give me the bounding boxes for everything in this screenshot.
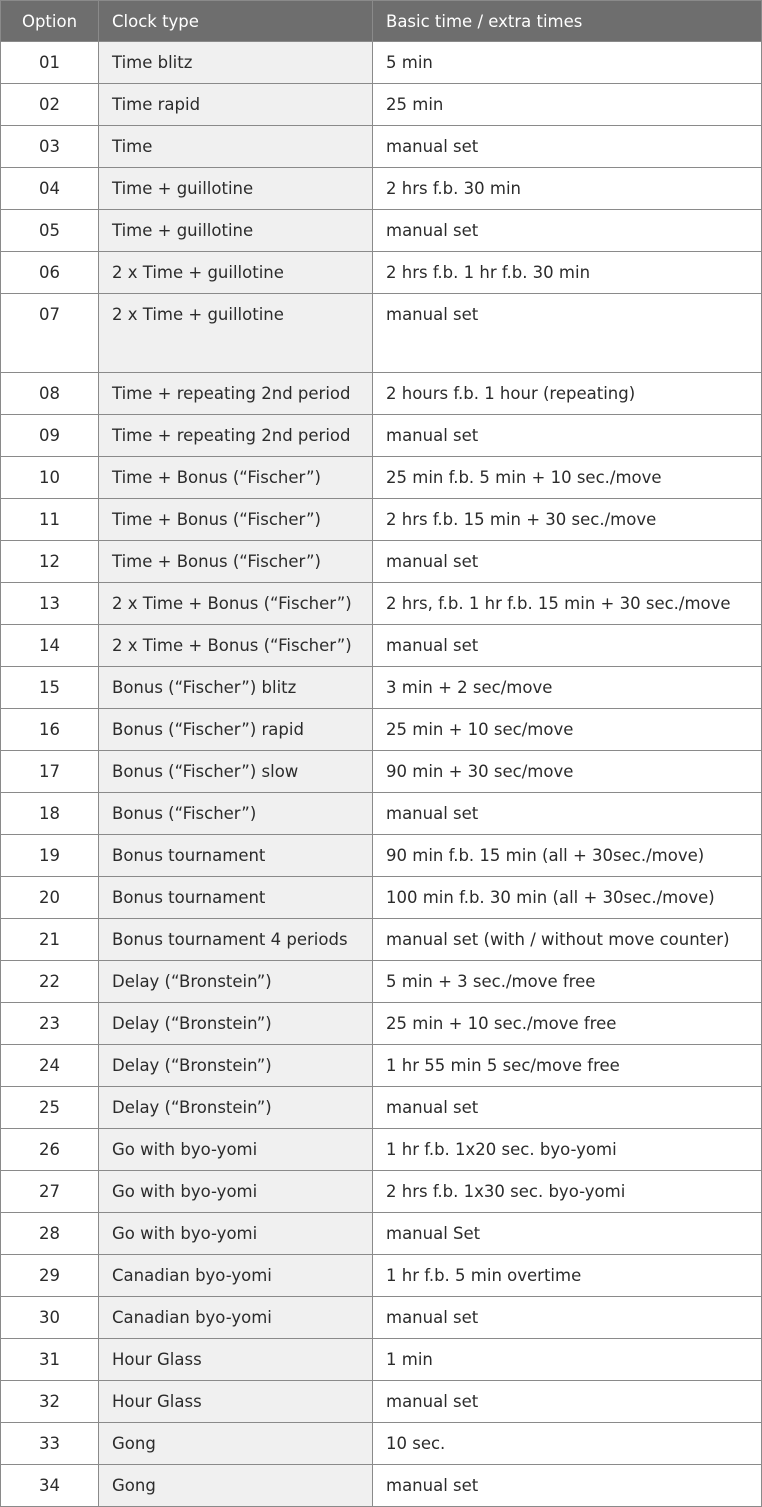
time-cell: 2 hrs f.b. 15 min + 30 sec./move bbox=[373, 499, 762, 541]
clock-type-cell: Time + Bonus (“Fischer”) bbox=[99, 499, 373, 541]
table-row bbox=[1, 84, 762, 126]
clock-type-cell: Hour Glass bbox=[99, 1381, 373, 1423]
table-row bbox=[1, 373, 762, 415]
clock-type-cell: Go with byo-yomi bbox=[99, 1129, 373, 1171]
time-cell: 90 min f.b. 15 min (all + 30sec./move) bbox=[373, 835, 762, 877]
option-cell: 25 bbox=[1, 1087, 99, 1129]
table-row bbox=[1, 1087, 762, 1129]
option-cell: 19 bbox=[1, 835, 99, 877]
clock-type-cell: Go with byo-yomi bbox=[99, 1171, 373, 1213]
clock-type-cell: Go with byo-yomi bbox=[99, 1213, 373, 1255]
option-cell: 32 bbox=[1, 1381, 99, 1423]
table-row bbox=[1, 751, 762, 793]
option-cell: 34 bbox=[1, 1465, 99, 1507]
option-cell: 16 bbox=[1, 709, 99, 751]
option-cell: 24 bbox=[1, 1045, 99, 1087]
option-cell: 13 bbox=[1, 583, 99, 625]
time-cell: 5 min bbox=[373, 42, 762, 84]
header-option: Option bbox=[1, 1, 99, 42]
table-row bbox=[1, 294, 762, 373]
time-cell: manual set bbox=[373, 1465, 762, 1507]
table-row bbox=[1, 499, 762, 541]
option-cell: 30 bbox=[1, 1297, 99, 1339]
table-row bbox=[1, 168, 762, 210]
time-cell: 25 min f.b. 5 min + 10 sec./move bbox=[373, 457, 762, 499]
clock-type-cell: Delay (“Bronstein”) bbox=[99, 1003, 373, 1045]
clock-type-cell: Time + repeating 2nd period bbox=[99, 373, 373, 415]
clock-type-cell: Delay (“Bronstein”) bbox=[99, 961, 373, 1003]
option-cell: 20 bbox=[1, 877, 99, 919]
option-cell: 22 bbox=[1, 961, 99, 1003]
table-row bbox=[1, 1171, 762, 1213]
clock-type-cell: Gong bbox=[99, 1423, 373, 1465]
time-cell: manual set bbox=[373, 415, 762, 457]
option-cell: 03 bbox=[1, 126, 99, 168]
clock-type-cell: 2 x Time + Bonus (“Fischer”) bbox=[99, 625, 373, 667]
option-cell: 15 bbox=[1, 667, 99, 709]
header-clock-type: Clock type bbox=[99, 1, 373, 42]
clock-type-cell: Bonus (“Fischer”) slow bbox=[99, 751, 373, 793]
table-row bbox=[1, 667, 762, 709]
table-row bbox=[1, 1423, 762, 1465]
option-cell: 09 bbox=[1, 415, 99, 457]
clock-type-cell: Hour Glass bbox=[99, 1339, 373, 1381]
table-row bbox=[1, 1381, 762, 1423]
header-basic-time: Basic time / extra times bbox=[373, 1, 762, 42]
time-cell: 1 hr f.b. 1x20 sec. byo-yomi bbox=[373, 1129, 762, 1171]
clock-type-cell: Time + guillotine bbox=[99, 210, 373, 252]
table-row bbox=[1, 42, 762, 84]
clock-type-cell: Time rapid bbox=[99, 84, 373, 126]
clock-type-cell: Time blitz bbox=[99, 42, 373, 84]
clock-type-cell: Bonus (“Fischer”) rapid bbox=[99, 709, 373, 751]
time-cell: 25 min bbox=[373, 84, 762, 126]
clock-type-cell: Bonus tournament 4 periods bbox=[99, 919, 373, 961]
option-cell: 23 bbox=[1, 1003, 99, 1045]
time-cell: manual Set bbox=[373, 1213, 762, 1255]
clock-type-cell: Time + repeating 2nd period bbox=[99, 415, 373, 457]
time-cell: 2 hrs f.b. 1x30 sec. byo-yomi bbox=[373, 1171, 762, 1213]
time-cell: manual set bbox=[373, 210, 762, 252]
option-cell: 05 bbox=[1, 210, 99, 252]
option-cell: 14 bbox=[1, 625, 99, 667]
table-row bbox=[1, 1129, 762, 1171]
time-cell: manual set (with / without move counter) bbox=[373, 919, 762, 961]
time-cell: 2 hours f.b. 1 hour (repeating) bbox=[373, 373, 762, 415]
time-cell: manual set bbox=[373, 541, 762, 583]
table-row bbox=[1, 210, 762, 252]
table-row bbox=[1, 583, 762, 625]
option-cell: 01 bbox=[1, 42, 99, 84]
time-cell: 25 min + 10 sec/move bbox=[373, 709, 762, 751]
option-cell: 07 bbox=[1, 294, 99, 373]
table-row bbox=[1, 1045, 762, 1087]
option-cell: 31 bbox=[1, 1339, 99, 1381]
clock-type-cell: Delay (“Bronstein”) bbox=[99, 1045, 373, 1087]
time-cell: manual set bbox=[373, 126, 762, 168]
option-cell: 27 bbox=[1, 1171, 99, 1213]
table-row bbox=[1, 126, 762, 168]
time-cell: manual set bbox=[373, 294, 762, 373]
time-cell: 3 min + 2 sec/move bbox=[373, 667, 762, 709]
table-header-row bbox=[1, 1, 762, 42]
option-cell: 06 bbox=[1, 252, 99, 294]
table-row bbox=[1, 961, 762, 1003]
time-cell: 100 min f.b. 30 min (all + 30sec./move) bbox=[373, 877, 762, 919]
clock-type-cell: Time bbox=[99, 126, 373, 168]
option-cell: 02 bbox=[1, 84, 99, 126]
table-row bbox=[1, 1213, 762, 1255]
option-cell: 11 bbox=[1, 499, 99, 541]
time-cell: manual set bbox=[373, 1381, 762, 1423]
option-cell: 04 bbox=[1, 168, 99, 210]
table-row bbox=[1, 793, 762, 835]
clock-type-cell: Canadian byo-yomi bbox=[99, 1255, 373, 1297]
time-cell: 2 hrs f.b. 30 min bbox=[373, 168, 762, 210]
clock-type-cell: Bonus (“Fischer”) bbox=[99, 793, 373, 835]
time-cell: 2 hrs, f.b. 1 hr f.b. 15 min + 30 sec./move bbox=[373, 583, 762, 625]
option-cell: 12 bbox=[1, 541, 99, 583]
option-cell: 18 bbox=[1, 793, 99, 835]
option-cell: 10 bbox=[1, 457, 99, 499]
time-cell: 1 hr 55 min 5 sec/move free bbox=[373, 1045, 762, 1087]
clock-type-cell: Time + guillotine bbox=[99, 168, 373, 210]
table-row bbox=[1, 252, 762, 294]
time-cell: 25 min + 10 sec./move free bbox=[373, 1003, 762, 1045]
clock-type-cell: Canadian byo-yomi bbox=[99, 1297, 373, 1339]
table-row bbox=[1, 919, 762, 961]
table-row bbox=[1, 1297, 762, 1339]
clock-type-cell: Bonus tournament bbox=[99, 835, 373, 877]
table-row bbox=[1, 1465, 762, 1507]
table-row bbox=[1, 541, 762, 583]
table-row bbox=[1, 709, 762, 751]
time-cell: 2 hrs f.b. 1 hr f.b. 30 min bbox=[373, 252, 762, 294]
table-row bbox=[1, 1339, 762, 1381]
option-cell: 21 bbox=[1, 919, 99, 961]
time-cell: manual set bbox=[373, 625, 762, 667]
time-cell: 1 min bbox=[373, 1339, 762, 1381]
clock-type-cell: Bonus (“Fischer”) blitz bbox=[99, 667, 373, 709]
time-cell: manual set bbox=[373, 1087, 762, 1129]
option-cell: 26 bbox=[1, 1129, 99, 1171]
option-cell: 28 bbox=[1, 1213, 99, 1255]
clock-type-cell: 2 x Time + guillotine bbox=[99, 252, 373, 294]
time-cell: 90 min + 30 sec/move bbox=[373, 751, 762, 793]
time-cell: manual set bbox=[373, 793, 762, 835]
time-cell: 10 sec. bbox=[373, 1423, 762, 1465]
clock-type-cell: Gong bbox=[99, 1465, 373, 1507]
option-cell: 33 bbox=[1, 1423, 99, 1465]
option-cell: 17 bbox=[1, 751, 99, 793]
table-row bbox=[1, 835, 762, 877]
table-row bbox=[1, 877, 762, 919]
time-cell: 5 min + 3 sec./move free bbox=[373, 961, 762, 1003]
table-row bbox=[1, 625, 762, 667]
option-cell: 29 bbox=[1, 1255, 99, 1297]
table-row bbox=[1, 1003, 762, 1045]
clock-type-cell: 2 x Time + Bonus (“Fischer”) bbox=[99, 583, 373, 625]
table-body bbox=[1, 42, 762, 1507]
time-cell: manual set bbox=[373, 1297, 762, 1339]
clock-type-cell: Bonus tournament bbox=[99, 877, 373, 919]
clock-type-cell: 2 x Time + guillotine bbox=[99, 294, 373, 373]
time-cell: 1 hr f.b. 5 min overtime bbox=[373, 1255, 762, 1297]
table-row bbox=[1, 457, 762, 499]
clock-type-cell: Time + Bonus (“Fischer”) bbox=[99, 457, 373, 499]
clock-type-cell: Time + Bonus (“Fischer”) bbox=[99, 541, 373, 583]
table-row bbox=[1, 415, 762, 457]
table-row bbox=[1, 1255, 762, 1297]
clock-type-cell: Delay (“Bronstein”) bbox=[99, 1087, 373, 1129]
option-cell: 08 bbox=[1, 373, 99, 415]
